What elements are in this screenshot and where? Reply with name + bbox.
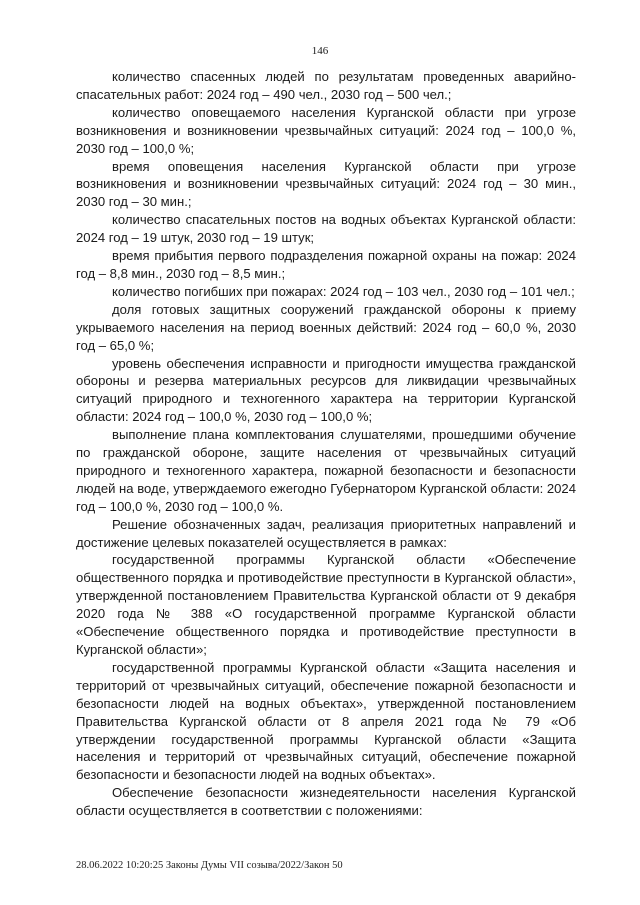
- paragraph-program-public-order: государственной программы Курганской области «Обеспечение общественного порядка и противодействие преступности в Курганской области», утвержденной постановлением Правительства Курганской области от 9 декабря 2020 года № 388 «О государственной программе Курганской области «Обеспечение общественного порядка и противодействие преступности в Курганской области»;: [76, 552, 576, 657]
- paragraph-shelters-share: доля готовых защитных сооружений гражданской обороны к приему укрываемого населения на период военных действий: 2024 год – 60,0 %, 2030 год – 65,0 %;: [76, 301, 576, 353]
- page-number: 146: [311, 45, 329, 57]
- paragraph-notification-time: время оповещения населения Курганской области при угрозе возникновения и возникновении чрезвычайных ситуаций: 2024 год – 30 мин., 2030 год – 30 мин.;: [76, 158, 576, 210]
- paragraph-fire-deaths: количество погибших при пожарах: 2024 год – 103 чел., 2030 год – 101 чел.;: [112, 283, 575, 299]
- paragraph-notified-population: количество оповещаемого населения Курганской области при угрозе возникновения и возникновении чрезвычайных ситуаций: 2024 год – 100,0 %, 2030 год – 100,0 %;: [76, 104, 576, 156]
- paragraph-fire-arrival-time: время прибытия первого подразделения пожарной охраны на пожар: 2024 год – 8,8 мин., 2030 год – 8,5 мин.;: [76, 248, 576, 281]
- paragraph-life-safety: Обеспечение безопасности жизнедеятельности населения Курганской области осуществляется в соответствии с положениями:: [76, 785, 576, 819]
- paragraph-rescued-people: количество спасенных людей по результатам проведенных аварийно-спасательных работ: 2024 год – 490 чел., 2030 год – 500 чел.;: [76, 69, 576, 102]
- paragraph-rescue-posts: количество спасательных постов на водных объектах Курганской области: 2024 год – 19 штук, 2030 год – 19 штук;: [76, 212, 576, 246]
- paragraph-civil-defense-property: уровень обеспечения исправности и пригодности имущества гражданской обороны и резерва материальных ресурсов для ликвидации чрезвычайных ситуаций природного и техногенного характера на территории Курганской области: 2024 год – 100,0 %, 2030 год – 100,0 %;: [76, 355, 576, 425]
- paragraph-tasks-implementation: Решение обозначенных задач, реализация приоритетных направлений и достижение целевых показателей осуществляется в рамках:: [76, 516, 576, 550]
- paragraph-program-population-protection: государственной программы Курганской области «Защита населения и территорий от чрезвычайных ситуаций, обеспечение пожарной безопасности и безопасности людей на водных объектах», утвержденной постановлением Правительства Курганской области от 8 апреля 2021 года № 79 «Об утверждении государственной программы Курганской области «Защита населения и территорий от чрезвычайных ситуаций, обеспечение пожарной безопасности и безопасности людей на водных объектах».: [76, 659, 576, 783]
- document-body: [76, 68, 576, 820]
- paragraph-training-plan: выполнение плана комплектования слушателями, прошедшими обучение по гражданской обороне, защите населения от чрезвычайных ситуаций природного и техногенного характера, пожарной безопасности и безопасности людей на воде, утверждаемого ежегодно Губернатором Курганской области: 2024 год – 100,0 %, 2030 год – 100,0 %.: [76, 427, 576, 514]
- document-footer: 28.06.2022 10:20:25 Законы Думы VII созыва/2022/Закон 50: [76, 860, 343, 871]
